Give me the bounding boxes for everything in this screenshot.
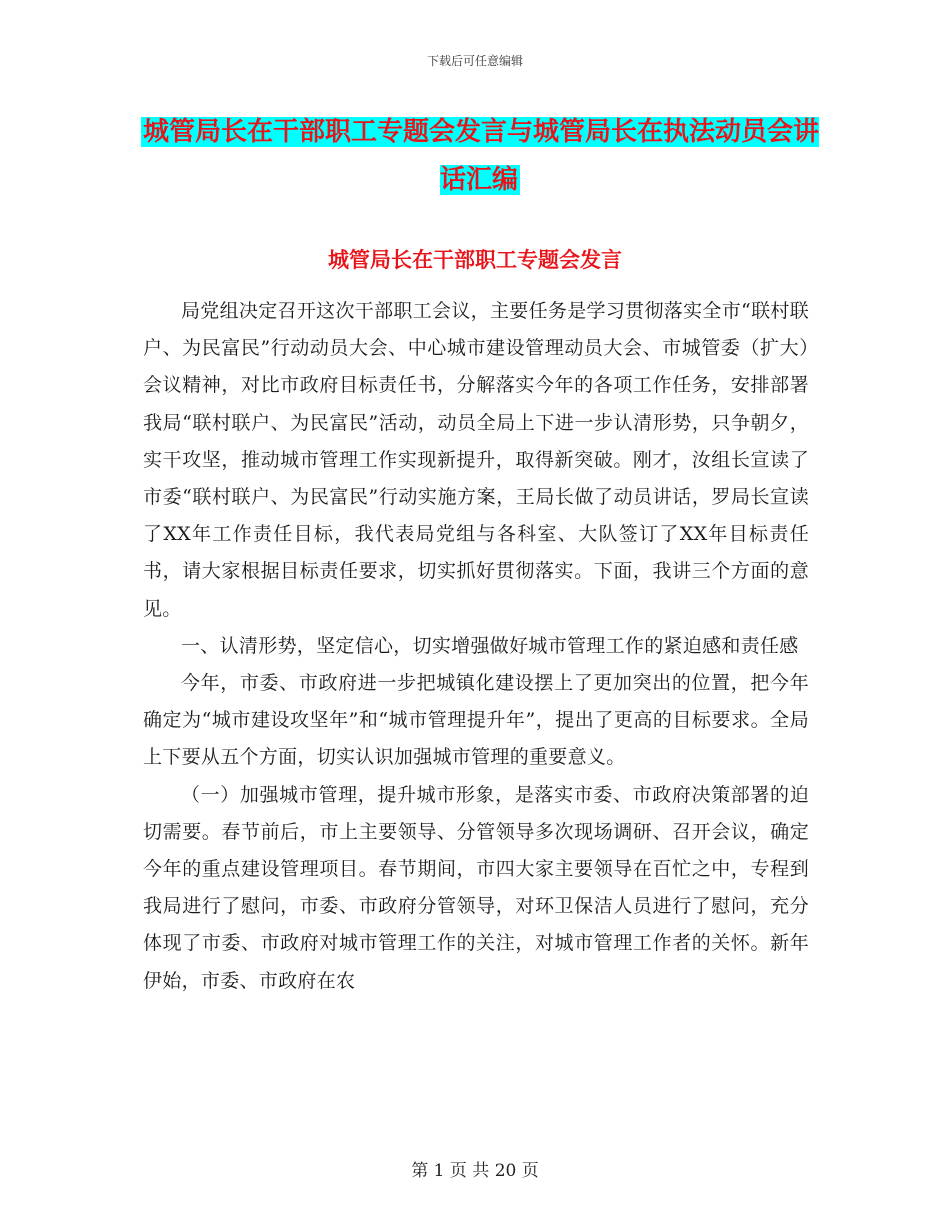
- paragraph: 今年，市委、市政府进一步把城镇化建设摆上了更加突出的位置，把今年确定为“城市建设攻坚年”和“城市管理提升年”，提出了更高的目标要求。全局上下要从五个方面，切实认识加强城市管理的重要意义。: [143, 672, 809, 769]
- paragraph: 局党组决定召开这次干部职工会议，主要任务是学习贯彻落实全市“联村联户、为民富民”行动动员大会、中心城市建设管理动员大会、市城管委（扩大）会议精神，对比市政府目标责任书，分解落实今年的各项工作任务，安排部署我局“联村联户、为民富民”活动，动员全局上下进一步认清形势，只争朝夕，实干攻坚，推动城市管理工作实现新提升，取得新突破。刚才，汝组长宣读了市委“联村联户、为民富民”行动实施方案，王局长做了动员讲话，罗局长宣读了XX年工作责任目标，我代表局党组与各科室、大队签订了XX年目标责任书，请大家根据目标责任要求，切实抓好贯彻落实。下面，我讲三个方面的意见。: [143, 300, 809, 620]
- header-note: 下载后可任意编辑: [426, 54, 523, 68]
- paragraph: （一）加强城市管理，提升城市形象，是落实市委、市政府决策部署的迫切需要。春节前后，市上主要领导、分管领导多次现场调研、召开会议，确定今年的重点建设管理项目。春节期间，市四大家主要领导在百忙之中，专程到我局进行了慰问，市委、市政府分管领导，对环卫保洁人员进行了慰问，充分体现了市委、市政府对城市管理工作的关注，对城市管理工作者的关怀。新年伊始，市委、市政府在农: [143, 783, 809, 992]
- document-title: [140, 108, 820, 204]
- document-body: [143, 293, 809, 1000]
- document-title-text: 城管局长在干部职工专题会发言与城管局长在执法动员会讲话汇编: [142, 117, 819, 195]
- page-footer: 第 1 页 共 20 页: [411, 1161, 539, 1181]
- paragraph: 一、认清形势，坚定信心，切实增强做好城市管理工作的紧迫感和责任感: [181, 634, 799, 657]
- section-title: 城管局长在干部职工专题会发言: [328, 248, 622, 272]
